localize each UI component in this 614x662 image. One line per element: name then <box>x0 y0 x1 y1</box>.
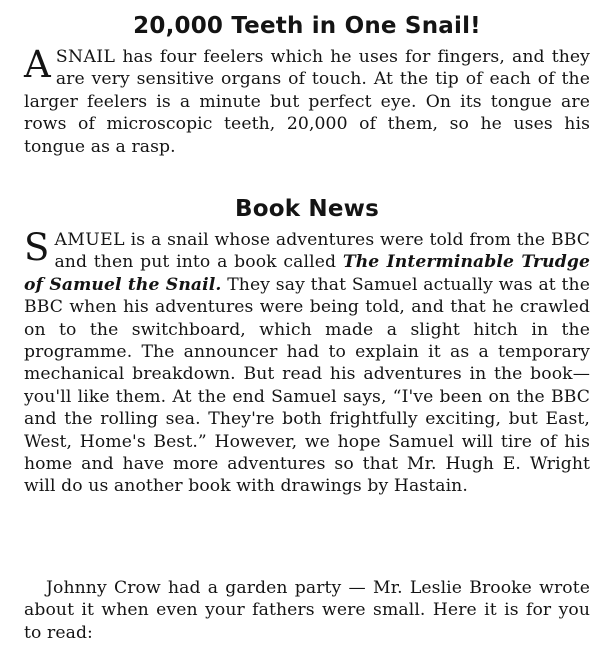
book-title: The Interminable Trudge of Samuel the Snail. <box>24 252 590 295</box>
paragraph-text: is a snail whose adventures were told from the BBC and then put into a book called <box>54 230 590 273</box>
lead-word: SNAIL <box>55 47 116 67</box>
paragraph-text: They say that Samuel actually was at the BBC when his adventures were being told, and that he crawled on to the switchboard, which made a slight hitch in the programme. The announcer had to explain it as a temporary mechanical breakdown. But read his adventures in the book—you'll like them. At the end Samuel says, “I've been on the BBC and the rolling sea. They're both frightfully exciting, but East, West, Home's Best.” However, we hope Samuel will tire of his home and have more adventures so that Mr. Hugh E. Wright will do us another book with drawings by Hastain. <box>24 274 590 497</box>
article-body-johnny-crow: Johnny Crow had a garden party — Mr. Leslie Brooke wrote about it when even your fathers were small. Here it is for you to read: <box>24 578 590 643</box>
paragraph-text: has four feelers which he uses for fingers, and they are very sensitive organs of touch. At the tip of each of the larger feelers is a minute but perfect eye. On its tongue are rows of microscopic teeth, 20,000 of them, so he uses his tongue as a rasp. <box>24 47 590 157</box>
lead-word: AMUEL <box>54 230 125 250</box>
article-body-snail-teeth <box>24 43 590 158</box>
drop-cap: A <box>24 43 51 86</box>
article-title-snail-teeth: 20,000 Teeth in One Snail! <box>133 13 481 39</box>
article-body-book-news <box>24 226 590 498</box>
drop-cap: S <box>24 226 50 269</box>
article-title-book-news: Book News <box>234 196 380 222</box>
